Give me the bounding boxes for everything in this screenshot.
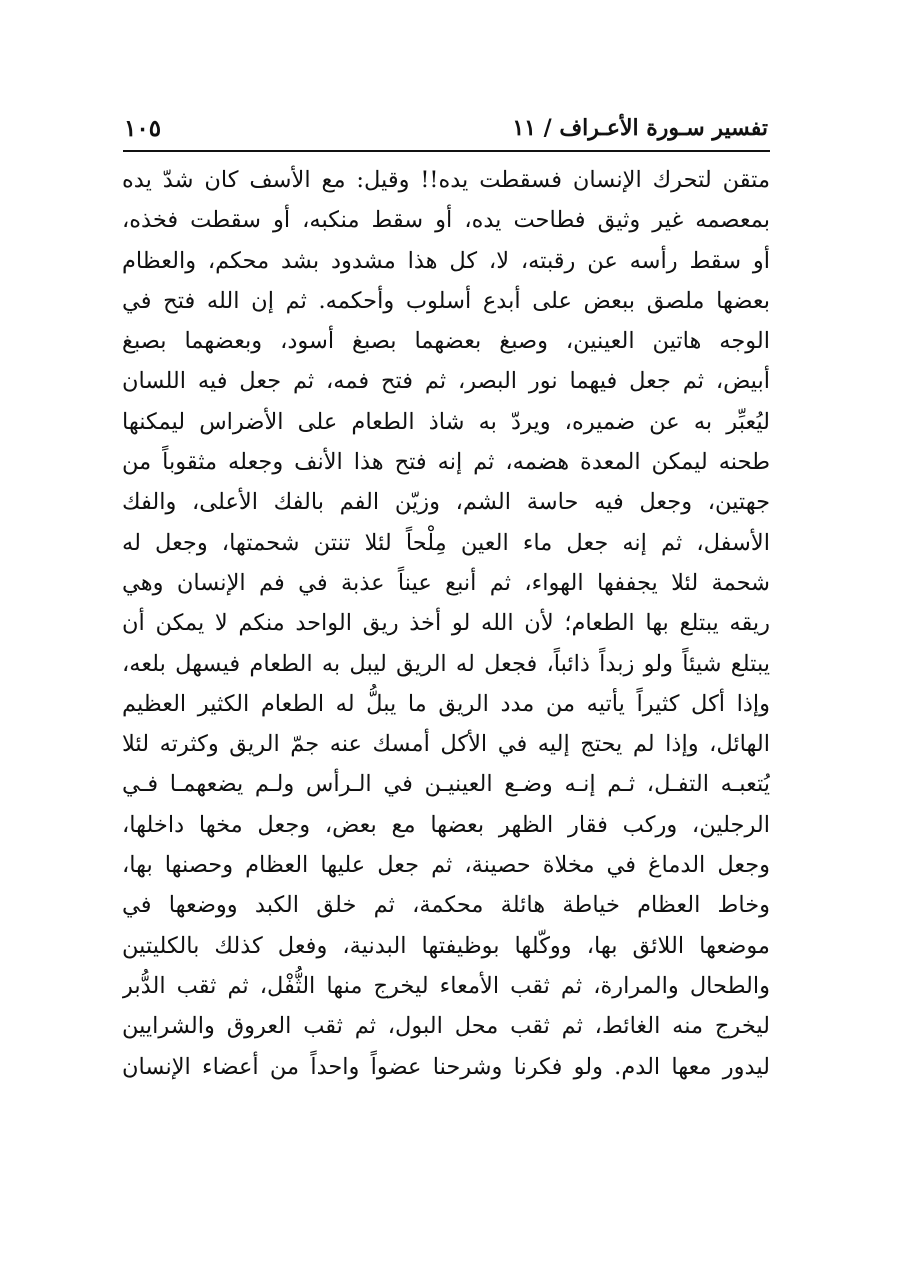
text-line: وخاط العظام خياطة هائلة محكمة، ثم خلق الكبد ووضعها في — [122, 892, 770, 919]
text-line: موضعها اللائق بها، ووكّلها بوظيفتها البدنية، وفعل كذلك بالكليتين — [122, 932, 770, 959]
text-line: وجعل الدماغ في مخلاة حصينة، ثم جعل عليها العظام وحصنها بها، — [122, 852, 770, 879]
text-line: بعضها ملصق ببعض على أبدع أسلوب وأحكمه. ثم إن الله فتح في — [122, 287, 770, 314]
text-line: متقن لتحرك الإنسان فسقطت يده!! وقيل: مع الأسف كان شدّ يده — [122, 167, 770, 193]
text-line: أبيض، ثم جعل فيهما نور البصر، ثم فتح فمه، ثم جعل فيه اللسان — [122, 368, 770, 395]
page-header — [124, 110, 768, 146]
text-line: أو سقط رأسه عن رقبته، لا، كل هذا مشدود بشد محكم، والعظام — [122, 247, 770, 274]
text-line: ليدور معها الدم. ولو فكرنا وشرحنا عضواً واحداً من أعضاء الإنسان — [122, 1053, 770, 1080]
text-line: وإذا أكل كثيراً يأتيه من مدد الريق ما يبلُّ له الطعام الكثير العظيم — [122, 690, 770, 717]
text-line: الهائل، وإذا لم يحتج إليه في الأكل أمسك عنه جمّ الريق وكثرته لئلا — [122, 731, 770, 758]
text-line: الوجه هاتين العينين، وصبغ بعضهما بصبغ أسود، وبعضهما بصبغ — [122, 328, 770, 355]
text-line: يبتلع شيئاً ولو زبداً ذائباً، فجعل له الريق ليبل به الطعام فيسهل بلعه، — [122, 650, 770, 677]
text-line: طحنه ليمكن المعدة هضمه، ثم إنه فتح هذا الأنف وجعله مثقوباً من — [122, 449, 770, 476]
text-line: والطحال والمرارة، ثم ثقب الأمعاء ليخرج منها الثُّفْل، ثم ثقب الدُّبر — [122, 972, 770, 999]
text-line: شحمة لئلا يجففها الهواء، ثم أنبع عيناً عذبة في فم الإنسان وهي — [122, 569, 770, 596]
text-line: ليخرج منه الغائط، ثم ثقب محل البول، ثم ثقب العروق والشرايين — [122, 1013, 770, 1040]
text-line: ريقه يبتلع بها الطعام؛ لأن الله لو أخذ ريق الواحد منكم لا يمكن أن — [122, 610, 770, 637]
body-text — [122, 160, 770, 1087]
text-line: يُتعبـه التفـل، ثـم إنـه وضـع العينيـن في الـرأس ولـم يضعهمـا فـي — [122, 771, 770, 798]
text-line: الأسفل، ثم إنه جعل ماء العين مِلْحاً لئلا تنتن شحمتها، وجعل له — [122, 529, 770, 556]
text-line: بمعصمه غير وثيق فطاحت يده، أو سقط منكبه، أو سقطت فخذه، — [122, 207, 770, 234]
running-title: تفسير سـورة الأعـراف / ١١ — [512, 115, 768, 141]
text-line: ليُعبِّر به عن ضميره، ويردّ به شاذ الطعام على الأضراس ليمكنها — [122, 408, 770, 435]
text-line: الرجلين، وركب فقار الظهر بعضها مع بعض، وجعل مخها داخلها، — [122, 811, 770, 838]
page-number: ١٠٥ — [124, 114, 162, 142]
text-line: جهتين، وجعل فيه حاسة الشم، وزيّن الفم بالفك الأعلى، والفك — [122, 489, 770, 516]
header-rule — [123, 150, 770, 152]
